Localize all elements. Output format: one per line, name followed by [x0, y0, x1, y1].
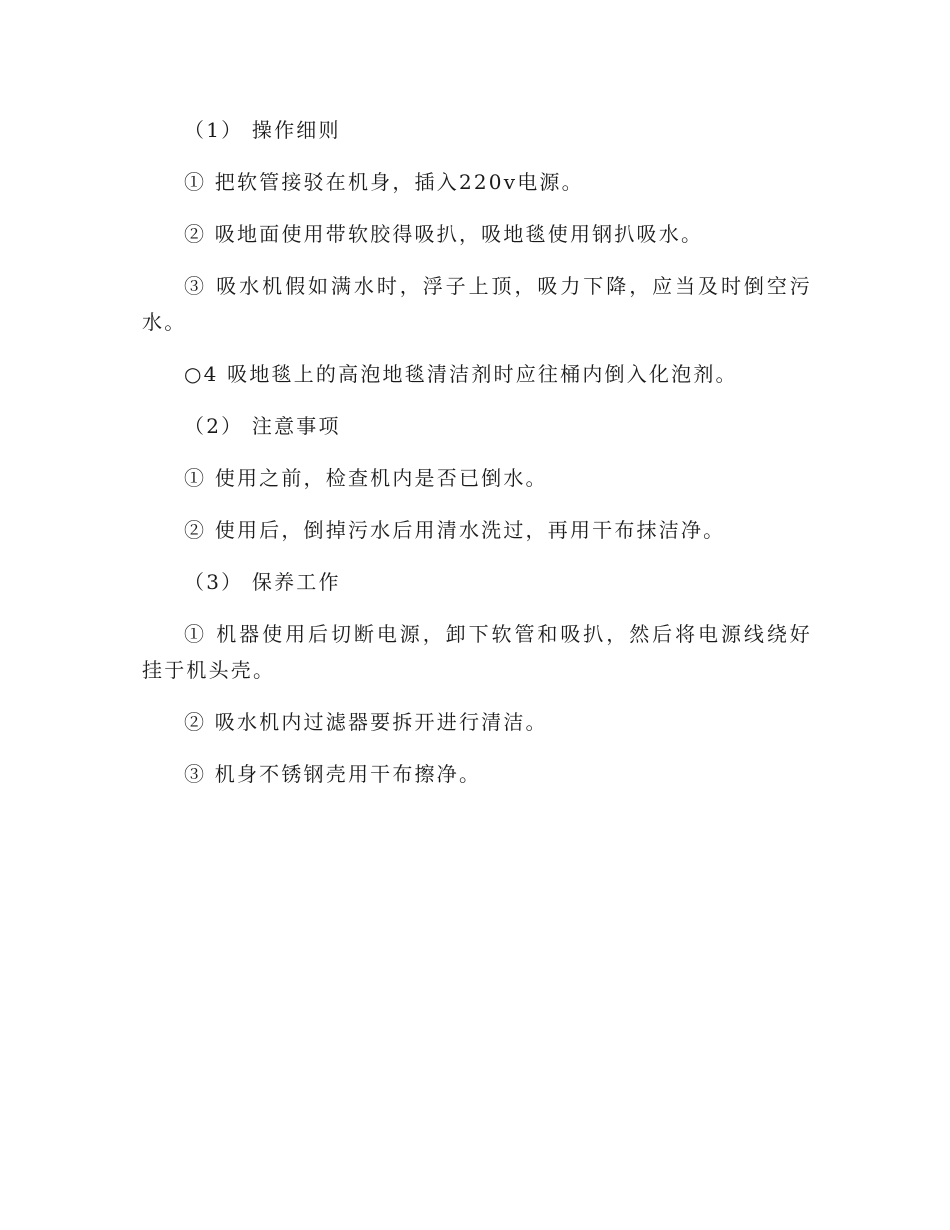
- paragraph-item: ① 机器使用后切断电源，卸下软管和吸扒，然后将电源线绕好挂于机头壳。: [142, 622, 812, 682]
- document-body: [142, 112, 812, 808]
- paragraph-item: ○4 吸地毯上的高泡地毯清洁剂时应往桶内倒入化泡剂。: [184, 362, 738, 386]
- paragraph-item: ② 使用后，倒掉污水后用清水洗过，再用干布抹洁净。: [184, 518, 726, 542]
- paragraph-item: ② 吸水机内过滤器要拆开进行清洁。: [184, 710, 548, 734]
- paragraph-item: ① 使用之前，检查机内是否已倒水。: [184, 466, 548, 490]
- paragraph-item: ② 吸地面使用带软胶得吸扒，吸地毯使用钢扒吸水。: [184, 222, 704, 246]
- section-heading-operation: （1） 操作细则: [184, 118, 341, 142]
- section-heading-maintenance: （3） 保养工作: [184, 570, 341, 594]
- section-heading-notes: （2） 注意事项: [184, 414, 341, 438]
- paragraph-item: ③ 吸水机假如满水时，浮子上顶，吸力下降，应当及时倒空污水。: [142, 274, 812, 334]
- paragraph-item: ③ 机身不锈钢壳用干布擦净。: [184, 762, 482, 786]
- paragraph-item: ① 把软管接驳在机身，插入220v电源。: [184, 170, 584, 194]
